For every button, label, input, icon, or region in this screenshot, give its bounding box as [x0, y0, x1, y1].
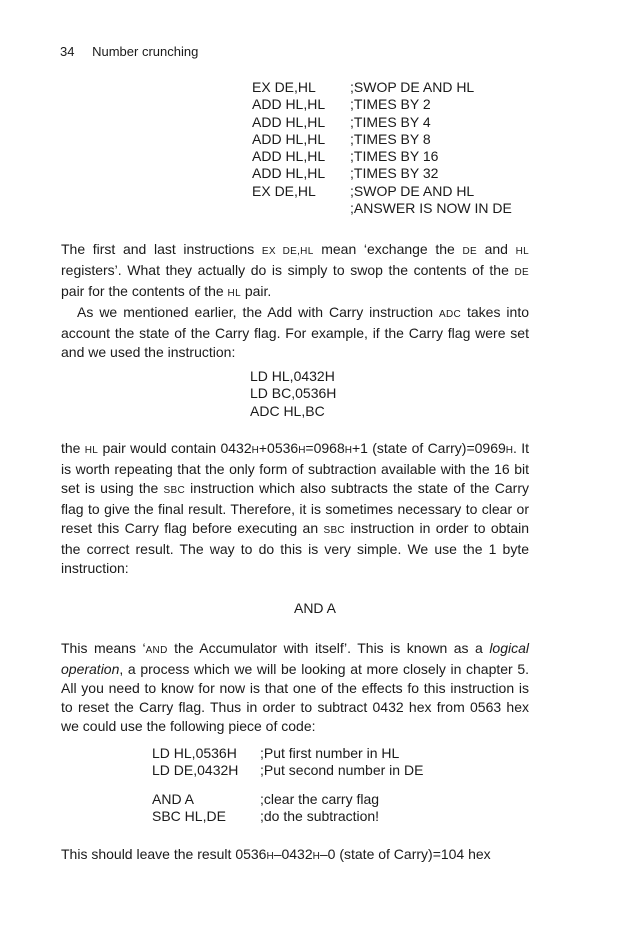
paragraph-result [61, 845, 529, 866]
small-caps-run: DE [514, 267, 529, 278]
small-caps-run: EX DE,HL [261, 246, 314, 257]
code-instruction: LD HL,0536H [152, 745, 237, 761]
code-instruction [252, 200, 350, 217]
text-run: . It is worth repeating that the only form of subtraction available with the 16 bit set is using the [61, 440, 529, 496]
code-line: LD BC,0536H [250, 385, 337, 402]
small-caps-run: HL [227, 288, 241, 299]
code-instruction: EX DE,HL [252, 182, 316, 199]
code-comment: ;SWOP DE AND HL [350, 79, 475, 95]
text-run: , a process which we will be looking at more closely in chapter 5. All you need to know for now is that one of the effects fo this instruction is to reset the Carry flag. Thus in order to subtract 0432 hex from 0563 hex we could use the following piece of code: [61, 661, 529, 734]
small-caps-run: HL [515, 246, 530, 257]
code-comment: ;TIMES BY 2 [350, 96, 431, 113]
code-instruction: EX DE,HL [252, 79, 316, 95]
text-run: instruction which also subtracts the state of the Carry flag to give the final result. Therefore, it is sometimes necessary to clear or reset this Carry flag before executing an [61, 480, 530, 536]
code-comment: ;SWOP DE AND HL [350, 182, 475, 199]
code-line: ADC HL,BC [250, 402, 325, 419]
hex-suffix: H [312, 851, 320, 862]
text-run: –0 (state of Carry)=104 hex [319, 846, 491, 862]
text-run: instruction in order to obtain the correct result. The way to do this is very simple. We use the 1 byte instruction: [61, 520, 529, 576]
text-run: As we mentioned earlier, the Add with Carry instruction [77, 304, 439, 320]
code-comment: ;TIMES BY 16 [350, 148, 439, 165]
small-caps-run: SBC [163, 485, 185, 496]
small-caps-run: DE [462, 246, 477, 257]
text-run: The first and last instructions [61, 241, 262, 257]
text-run: pair for the contents of the [61, 283, 228, 299]
paragraph-exchange [61, 240, 529, 362]
chapter-title: Number crunching [92, 44, 199, 59]
code-comment: ;TIMES BY 32 [350, 165, 439, 182]
small-caps-run: HL [84, 445, 99, 456]
text-run: +0536 [258, 440, 299, 456]
code-comment: ;TIMES BY 4 [350, 113, 431, 130]
small-caps-run: AND [145, 645, 168, 656]
code-comment: ;ANSWER IS NOW IN DE [350, 200, 512, 217]
code-row [252, 200, 512, 217]
code-row [252, 183, 512, 200]
code-instruction: ADD HL,HL [252, 113, 326, 130]
hex-suffix: H [344, 445, 352, 456]
code-line-and-a: AND A [293, 600, 336, 616]
code-instruction: AND A [152, 791, 195, 807]
code-row [152, 762, 423, 779]
code-comment: ;Put second number in DE [260, 762, 424, 779]
code-block-load [152, 745, 423, 780]
text-run: This should leave the result 0536 [61, 846, 267, 862]
text-run: mean ‘exchange the [313, 241, 463, 257]
code-line: LD HL,0432H [250, 368, 335, 384]
code-block-multiply [252, 79, 512, 217]
code-block-subtract [152, 791, 379, 826]
code-row [252, 96, 512, 113]
text-run: +1 (state of Carry)=0969 [351, 440, 506, 456]
code-row [252, 131, 512, 148]
code-instruction: SBC HL,DE [152, 808, 226, 825]
code-row [152, 791, 379, 808]
paragraph-logical-operation [61, 639, 529, 736]
text-run: This means ‘ [61, 640, 146, 656]
code-instruction: ADD HL,HL [252, 165, 326, 182]
hex-suffix: H [505, 445, 514, 456]
text-run: and [476, 241, 516, 257]
hex-suffix: H [298, 445, 306, 456]
text-run: pair. [240, 283, 272, 299]
code-row [252, 165, 512, 182]
code-block-adc [250, 368, 336, 420]
small-caps-run: ADC [438, 309, 461, 320]
text-run: takes into account the state of the Carry flag. For example, if the Carry flag were set and we used the instruction: [61, 304, 529, 360]
text-run: =0968 [305, 440, 345, 456]
code-comment: ;Put first number in HL [260, 745, 400, 761]
hex-suffix: H [266, 851, 274, 862]
paragraph-subtraction [61, 439, 529, 578]
code-row [252, 114, 512, 131]
code-row [252, 148, 512, 165]
code-instruction: ADD HL,HL [252, 130, 326, 147]
italic-run: logical operation [61, 640, 530, 677]
code-row [152, 745, 423, 762]
text-run: –0432 [273, 846, 313, 862]
code-comment: ;do the subtraction! [260, 808, 380, 825]
text-run: the Accumulator with itself’. This is known as a [167, 640, 490, 656]
code-comment: ;TIMES BY 8 [350, 130, 431, 147]
text-run: the [61, 440, 85, 456]
code-instruction: LD DE,0432H [152, 762, 239, 779]
code-instruction: ADD HL,HL [252, 96, 326, 113]
code-row [252, 79, 512, 96]
small-caps-run: SBC [323, 525, 345, 536]
code-instruction: ADD HL,HL [252, 148, 326, 165]
running-header [60, 44, 198, 59]
code-comment: ;clear the carry flag [260, 791, 380, 807]
text-run: pair would contain 0432 [98, 440, 252, 456]
text-run: registers’. What they actually do is simply to swop the contents of the [61, 262, 515, 278]
code-row [152, 808, 379, 825]
hex-suffix: H [251, 445, 259, 456]
page-number: 34 [60, 44, 75, 59]
